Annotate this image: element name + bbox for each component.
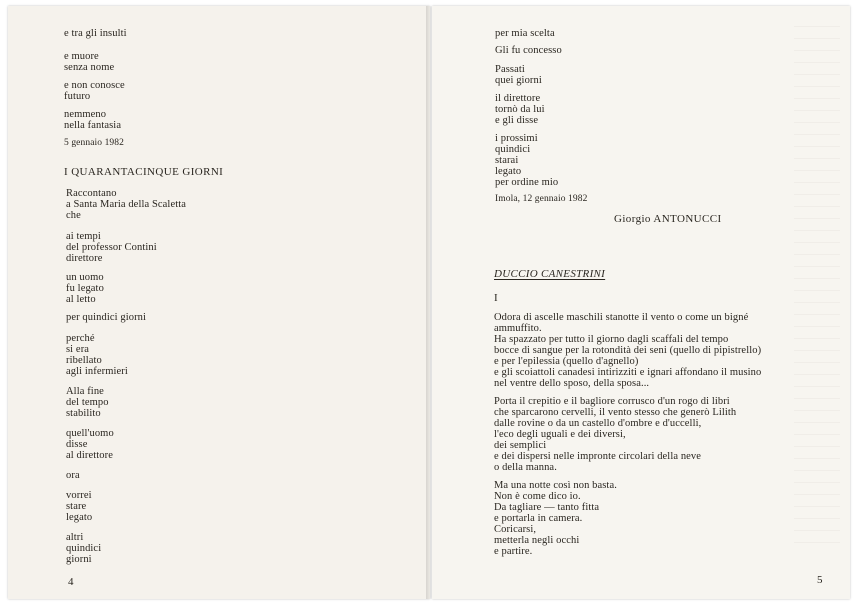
poem-line: che [66,210,81,221]
poem-line: del tempo [66,397,109,408]
poem-line: tornò da lui [495,104,545,115]
poem-line: quindici [495,144,531,155]
prose-line: l'eco degli uguali e dei diversi, [494,429,626,440]
show-through [794,26,840,546]
prose-line: nel ventre dello sposo, della sposa... [494,378,650,389]
poem-line: e gli disse [495,115,539,126]
poem-line: agli infermieri [66,366,128,377]
prose-line: che sparcarono cervelli, il vento stesso che generò Lilith [494,407,737,418]
prose-line: e partire. [494,546,533,557]
prose-line: e dei dispersi nelle impronte circolari della neve [494,451,702,462]
poem-line: per mia scelta [495,28,555,39]
prose-line: e per l'epilessia (quello d'agnello) [494,356,639,367]
poem-line: starai [495,155,519,166]
poem-line: vorrei [66,490,92,501]
left-page [8,6,430,599]
poem-line: i prossimi [495,133,538,144]
poem-line: al direttore [66,450,113,461]
prose-line: Non è come dico io. [494,491,581,502]
poem-line: quei giorni [495,75,542,86]
poem-line: e muore [64,51,99,62]
prose-line: Ma una notte così non basta. [494,480,617,491]
prose-line: dei semplici [494,440,547,451]
poem-line: per quindici giorni [66,312,147,323]
section-number: I [494,292,498,304]
right-page [432,6,850,599]
prose-line: bocce di sangue per la rotondità dei seni (quello di pipistrello) [494,345,762,356]
poem-line: altri [66,532,84,543]
poem-line: per ordine mio [495,177,559,188]
prose-line: Da tagliare — tanto fitta [494,502,600,513]
prose-line: Coricarsi, [494,524,537,535]
poem-author: Giorgio ANTONUCCI [614,213,722,225]
poem-line: Raccontano [66,188,117,199]
poem-line: quindici [66,543,102,554]
section-title: DUCCIO CANESTRINI [494,268,606,280]
poem-line: fu legato [66,283,104,294]
poem-line: stabilito [66,408,101,419]
prose-line: metterla negli occhi [494,535,580,546]
prose-line: Porta il crepitio e il bagliore corrusco d'un rogo di libri [494,396,730,407]
poem-line: Gli fu concesso [495,45,562,56]
section-title: I QUARANTACINQUE GIORNI [64,166,224,178]
prose-line: dalle rovine o da un castello d'ombre e d'uccelli, [494,418,702,429]
poem-line: ribellato [66,355,102,366]
poem-line: direttore [66,253,103,264]
page-number: 5 [817,574,823,586]
poem-line: legato [66,512,93,523]
poem-date: 5 gennaio 1982 [64,138,124,148]
prose-line: e portarla in camera. [494,513,583,524]
poem-line: Passati [495,64,525,75]
poem-line: futuro [64,91,91,102]
prose-line: o della manna. [494,462,557,473]
poem-date: Imola, 12 gennaio 1982 [495,194,588,204]
poem-line: al letto [66,294,96,305]
poem-line: si era [66,344,90,355]
poem-line: quell'uomo [66,428,114,439]
poem-line: giorni [66,554,92,565]
poem-line: ora [66,470,80,481]
poem-line: il direttore [495,93,541,104]
poem-line: legato [495,166,522,177]
prose-line: Ha spazzato per tutto il giorno dagli scaffali del tempo [494,334,729,345]
prose-line: Odora di ascelle maschili stanotte il vento o come un bigné [494,312,749,323]
page-number: 4 [68,576,74,588]
poem-line: disse [66,439,88,450]
poem-line: nella fantasia [64,120,122,131]
poem-line: a Santa Maria della Scaletta [66,199,186,210]
poem-line: e non conosce [64,80,125,91]
prose-line: ammuffito. [494,323,542,334]
poem-line: ai tempi [66,231,101,242]
poem-line: senza nome [64,62,115,73]
prose-line: e gli scoiattoli canadesi intirizziti e ignari affondano il musino [494,367,762,378]
poem-line: e tra gli insulti [64,28,127,39]
poem-line: nemmeno [64,109,107,120]
poem-line: perché [66,333,95,344]
poem-line: del professor Contini [66,242,157,253]
poem-line: un uomo [66,272,104,283]
poem-line: Alla fine [66,386,104,397]
poem-line: stare [66,501,87,512]
